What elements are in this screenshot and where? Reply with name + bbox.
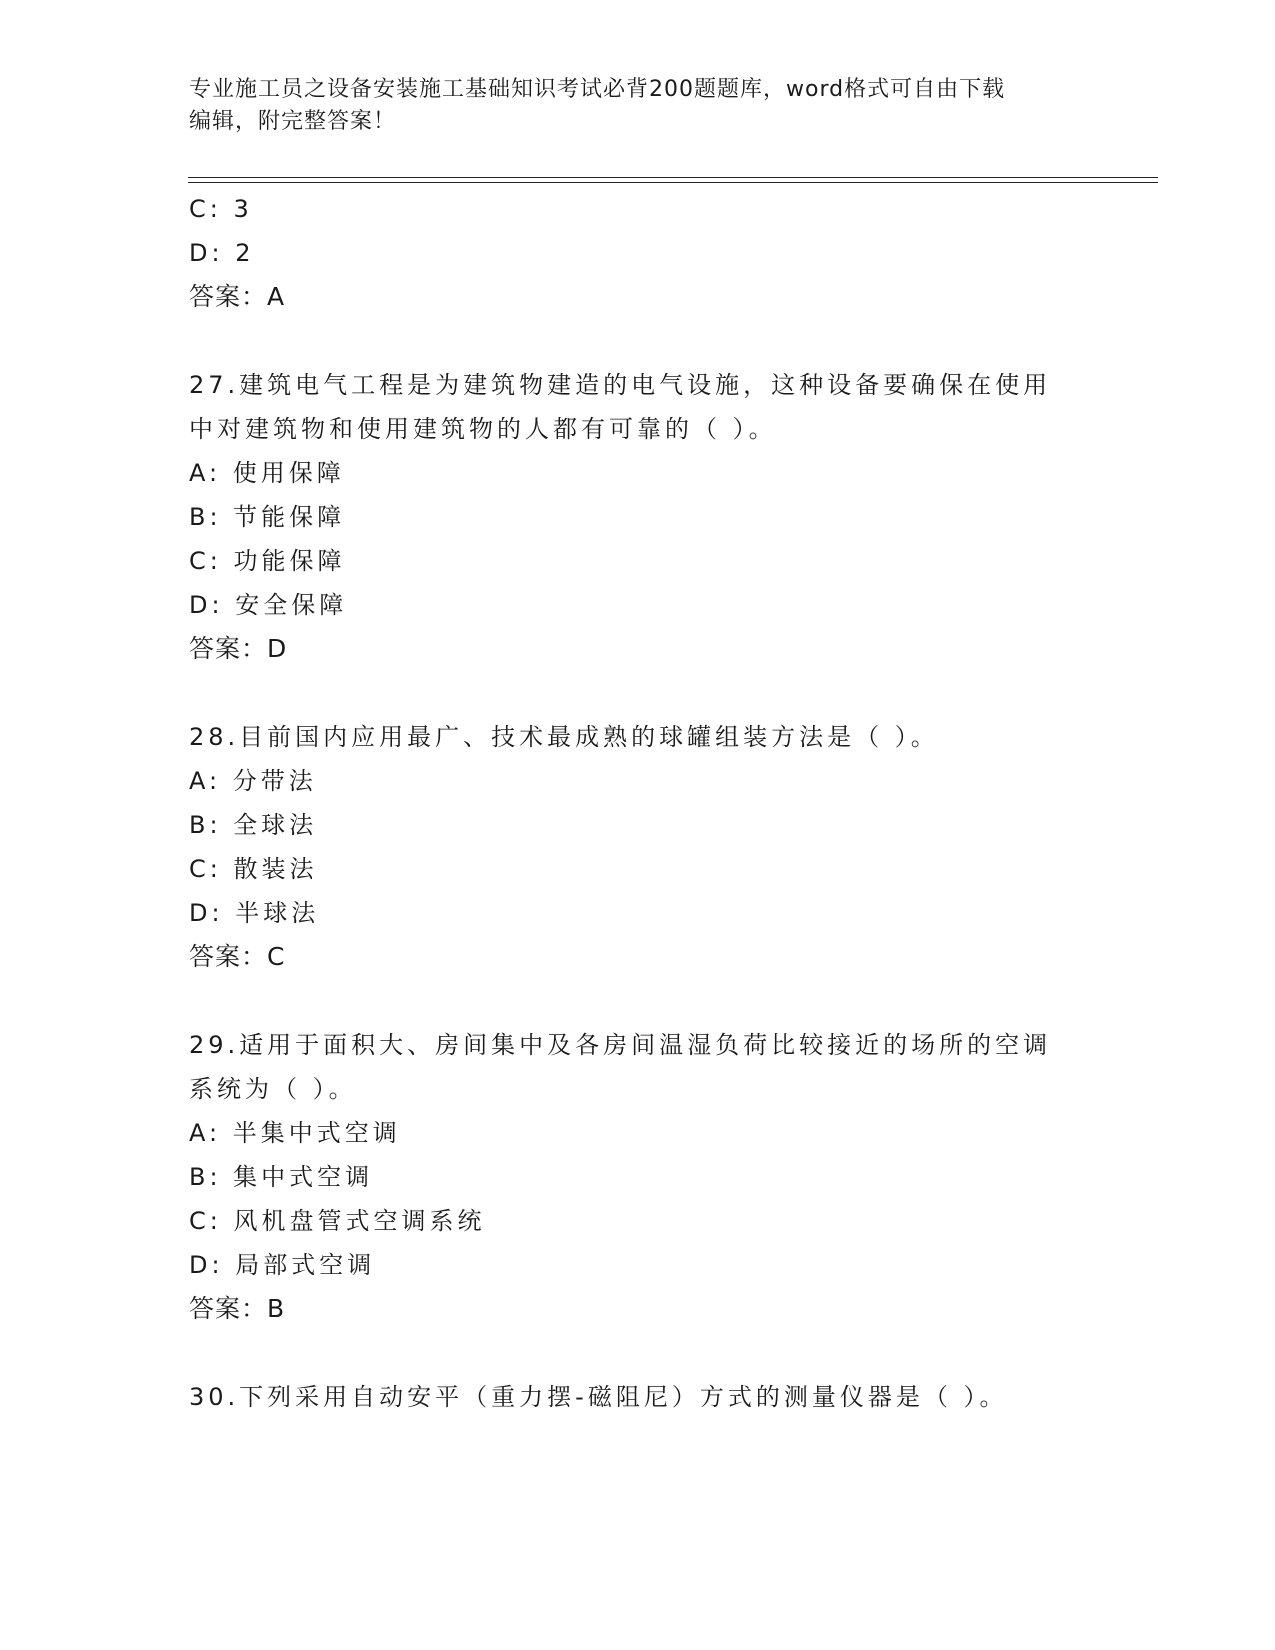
q27-option-a: A: 使用保障 [189,459,345,487]
q28-answer: 答案：C [189,942,286,971]
q27-option-b: B: 节能保障 [189,503,346,531]
q29-stem-line-2: 系统为（ ）。 [189,1075,357,1103]
header-line-1: 专业施工员之设备安装施工基础知识考试必背200题题库，word格式可自由下载 [189,77,1006,102]
q28-stem-line-1: 28.目前国内应用最广、技术最成熟的球罐组装方法是（ ）。 [189,723,939,751]
prev-answer: 答案：A [189,282,286,311]
q27-option-d: D: 安全保障 [189,591,348,619]
q29-stem-line-1: 29.适用于面积大、房间集中及各房间温湿负荷比较接近的场所的空调 [189,1031,1052,1059]
header-line-2: 编辑，附完整答案！ [189,109,397,134]
q29-option-a: A: 半集中式空调 [189,1119,401,1147]
prev-option-c: C: 3 [189,195,253,223]
q29-option-d: D: 局部式空调 [189,1251,376,1279]
header-divider-top [188,177,1158,178]
q27-option-c: C: 功能保障 [189,547,346,575]
header-divider-bottom [188,182,1158,183]
q30-stem-line-1: 30.下列采用自动安平（重力摆-磁阻尼）方式的测量仪器是（ ）。 [189,1383,1008,1411]
q28-option-a: A: 分带法 [189,767,317,795]
q27-stem-line-2: 中对建筑物和使用建筑物的人都有可靠的（ ）。 [189,415,777,443]
q29-option-b: B: 集中式空调 [189,1163,374,1191]
q28-option-c: C: 散装法 [189,855,318,883]
q27-stem-line-1: 27.建筑电气工程是为建筑物建造的电气设施，这种设备要确保在使用 [189,371,1052,399]
prev-option-d: D: 2 [189,239,255,267]
q29-option-c: C: 风机盘管式空调系统 [189,1207,486,1235]
q27-answer: 答案：D [189,634,288,663]
document-header [189,74,1089,138]
q28-option-d: D: 半球法 [189,899,320,927]
q28-option-b: B: 全球法 [189,811,318,839]
q29-answer: 答案：B [189,1294,286,1323]
